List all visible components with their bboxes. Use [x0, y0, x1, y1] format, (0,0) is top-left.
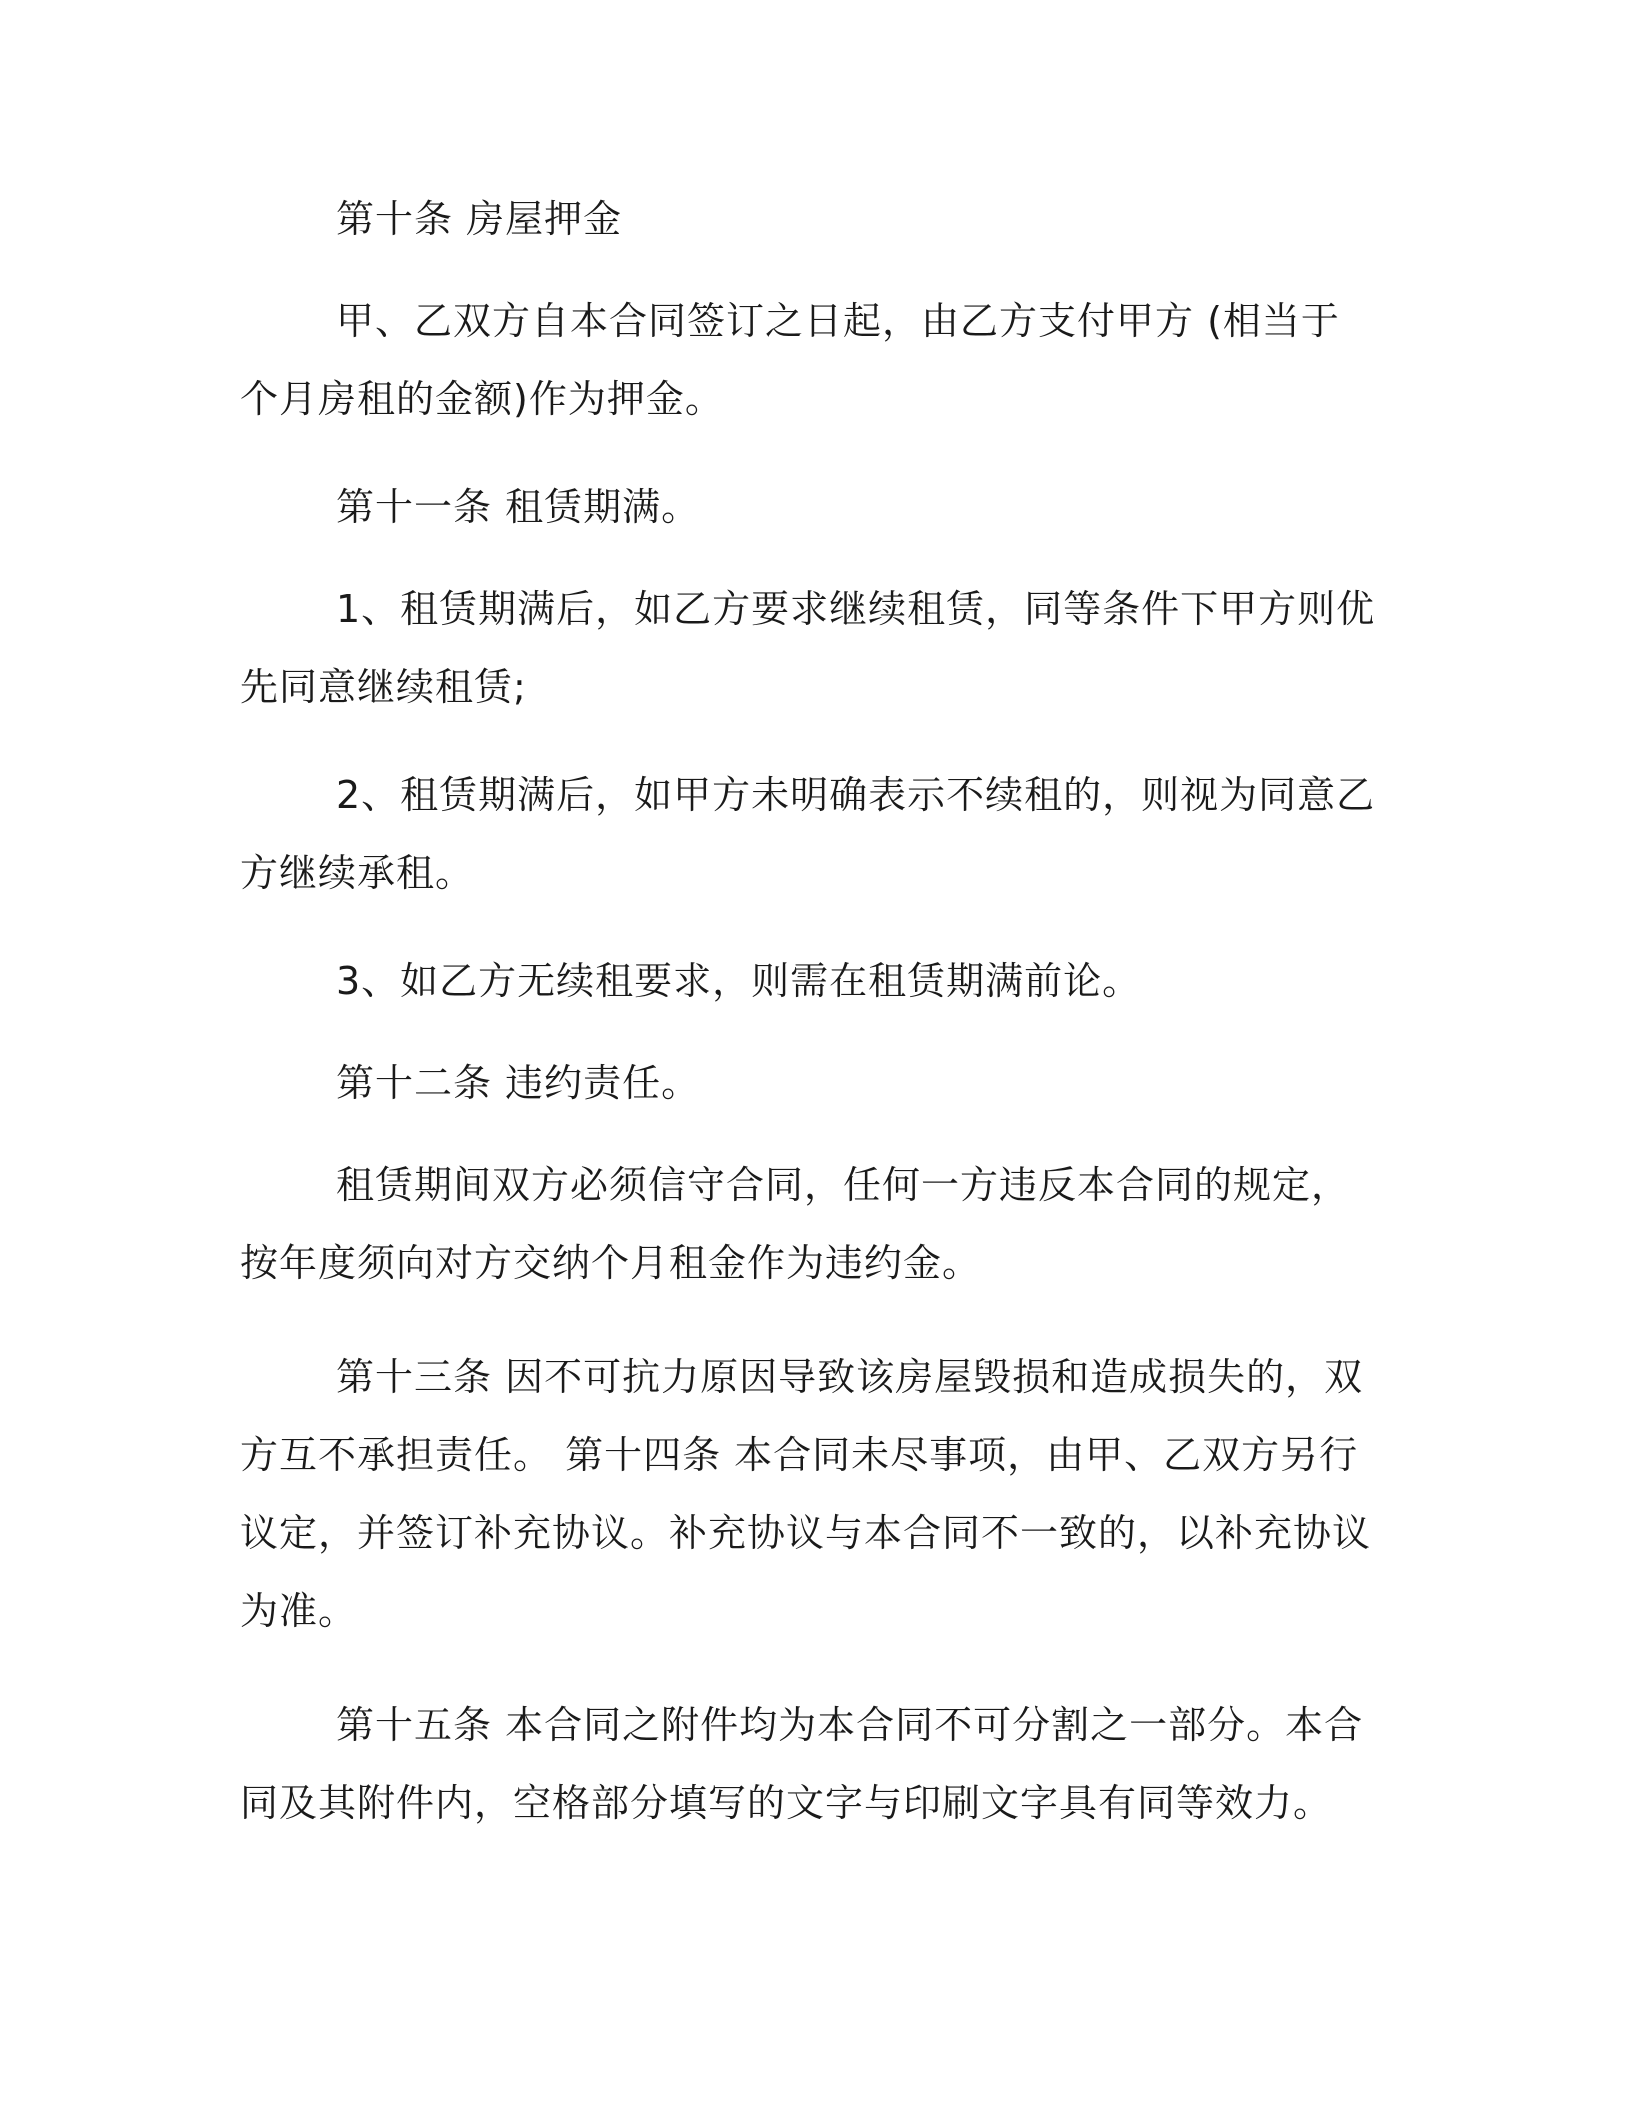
article-13-14-body: 第十三条 因不可抗力原因导致该房屋毁损和造成损失的，双方互不承担责任。 第十四条 本合同未尽事项，由甲、乙双方另行议定，并签订补充协议。补充协议与本合同不一致的，以补充协议为准。: [240, 1355, 1372, 1633]
article-11-item-2: 2、租赁期满后，如甲方未明确表示不续租的，则视为同意乙方继续承租。: [240, 773, 1376, 895]
article-11-item-1: 1、租赁期满后，如乙方要求继续租赁，同等条件下甲方则优先同意继续租赁;: [240, 587, 1376, 709]
article-10-body: 甲、乙双方自本合同签订之日起，由乙方支付甲方 (相当于 个月房租的金额)作为押金。: [240, 299, 1340, 421]
article-11-heading: 第十一条 租赁期满。: [336, 485, 701, 529]
document-page: [240, 180, 1385, 1872]
article-12-body: 租赁期间双方必须信守合同，任何一方违反本合同的规定，按年度须向对方交纳个月租金作为违约金。: [240, 1163, 1351, 1285]
article-15-body: 第十五条 本合同之附件均为本合同不可分割之一部分。本合同及其附件内，空格部分填写的文字与印刷文字具有同等效力。: [240, 1703, 1364, 1825]
article-10-heading: 第十条 房屋押金: [336, 197, 623, 241]
article-12-heading: 第十二条 违约责任。: [336, 1061, 701, 1105]
article-11-item-3: 3、如乙方无续租要求，则需在租赁期满前论。: [336, 959, 1142, 1003]
